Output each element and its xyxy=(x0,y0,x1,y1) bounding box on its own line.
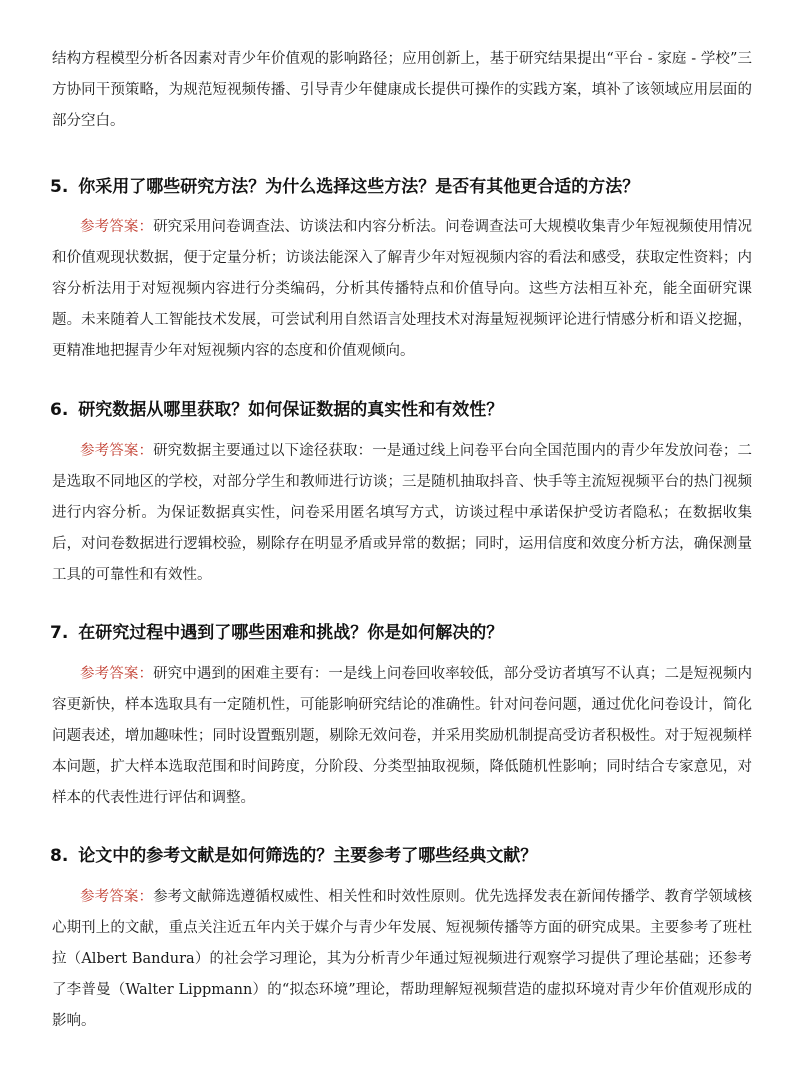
answer-7-text: 研究中遇到的困难主要有：一是线上问卷回收率较低，部分受访者填写不认真；二是短视频内容更新快，样本选取具有一定随机性，可能影响研究结论的准确性。针对问卷问题，通过优化问卷设计，简化问题表述，增加趣味性；同时设置甄别题，剔除无效问卷，并采用奖励机制提高受访者积极性。对于短视频样本问题，扩大样本选取范围和时间跨度，分阶段、分类型抽取视频，降低随机性影响；同时结合专家意见，对样本的代表性进行评估和调整。 xyxy=(52,666,753,806)
answer-6-paragraph xyxy=(52,436,752,591)
question-8-heading xyxy=(50,843,770,869)
question-7-heading xyxy=(50,620,770,646)
answer-8-paragraph xyxy=(52,882,752,1037)
question-7-title: 在研究过程中遇到了哪些困难和挑战？你是如何解决的？ xyxy=(78,623,504,643)
question-8-number: 8. xyxy=(50,846,69,866)
answer-5-text: 研究采用问卷调查法、访谈法和内容分析法。问卷调查法可大规模收集青少年短视频使用情况和价值观现状数据，便于定量分析；访谈法能深入了解青少年对短视频内容的看法和感受，获取定性资料；内容分析法用于对短视频内容进行分类编码，分析其传播特点和价值导向。这些方法相互补充，能全面研究课题。未来随着人工智能技术发展，可尝试利用自然语言处理技术对海量短视频评论进行情感分析和语义挖掘，更精准地把握青少年对短视频内容的态度和价值观倾向。 xyxy=(52,219,753,359)
answer-label: 参考答案： xyxy=(80,443,154,459)
question-5-number: 5. xyxy=(50,177,69,197)
answer-5-paragraph xyxy=(52,212,752,367)
question-6-title: 研究数据从哪里获取？如何保证数据的真实性和有效性？ xyxy=(78,400,504,420)
question-6-heading xyxy=(50,397,770,423)
question-6-number: 6. xyxy=(50,400,69,420)
answer-label: 参考答案： xyxy=(80,889,154,905)
question-7-number: 7. xyxy=(50,623,69,643)
answer-label: 参考答案： xyxy=(80,666,154,682)
intro-paragraph: 结构方程模型分析各因素对青少年价值观的影响路径；应用创新上，基于研究结果提出“平台 - 家庭 - 学校”三方协同干预策略，为规范短视频传播、引导青少年健康成长提供可操作的实践方案，填补了该领域应用层面的部分空白。 xyxy=(52,51,752,129)
question-8-title: 论文中的参考文献是如何筛选的？主要参考了哪些经典文献？ xyxy=(78,846,538,866)
answer-7-paragraph xyxy=(52,659,752,814)
answer-6-text: 研究数据主要通过以下途径获取：一是通过线上问卷平台向全国范围内的青少年发放问卷；二是选取不同地区的学校，对部分学生和教师进行访谈；三是随机抽取抖音、快手等主流短视频平台的热门视频进行内容分析。为保证数据真实性，问卷采用匿名填写方式，访谈过程中承诺保护受访者隐私；在数据收集后，对问卷数据进行逻辑校验，剔除存在明显矛盾或异常的数据；同时，运用信度和效度分析方法，确保测量工具的可靠性和有效性。 xyxy=(52,443,753,583)
answer-8-text: 参考文献筛选遵循权威性、相关性和时效性原则。优先选择发表在新闻传播学、教育学领域核心期刊上的文献，重点关注近五年内关于媒介与青少年发展、短视频传播等方面的研究成果。主要参考了班杜拉（Albert Bandura）的社会学习理论，其为分析青少年通过短视频进行观察学习提供了理论基础；还参考了李普曼（Walter Lippmann）的“拟态环境”理论，帮助理解短视频营造的虚拟环境对青少年价值观形成的影响。 xyxy=(52,889,753,1029)
question-5-title: 你采用了哪些研究方法？为什么选择这些方法？是否有其他更合适的方法？ xyxy=(78,177,640,197)
answer-label: 参考答案： xyxy=(80,219,154,235)
question-5-heading xyxy=(50,174,770,200)
